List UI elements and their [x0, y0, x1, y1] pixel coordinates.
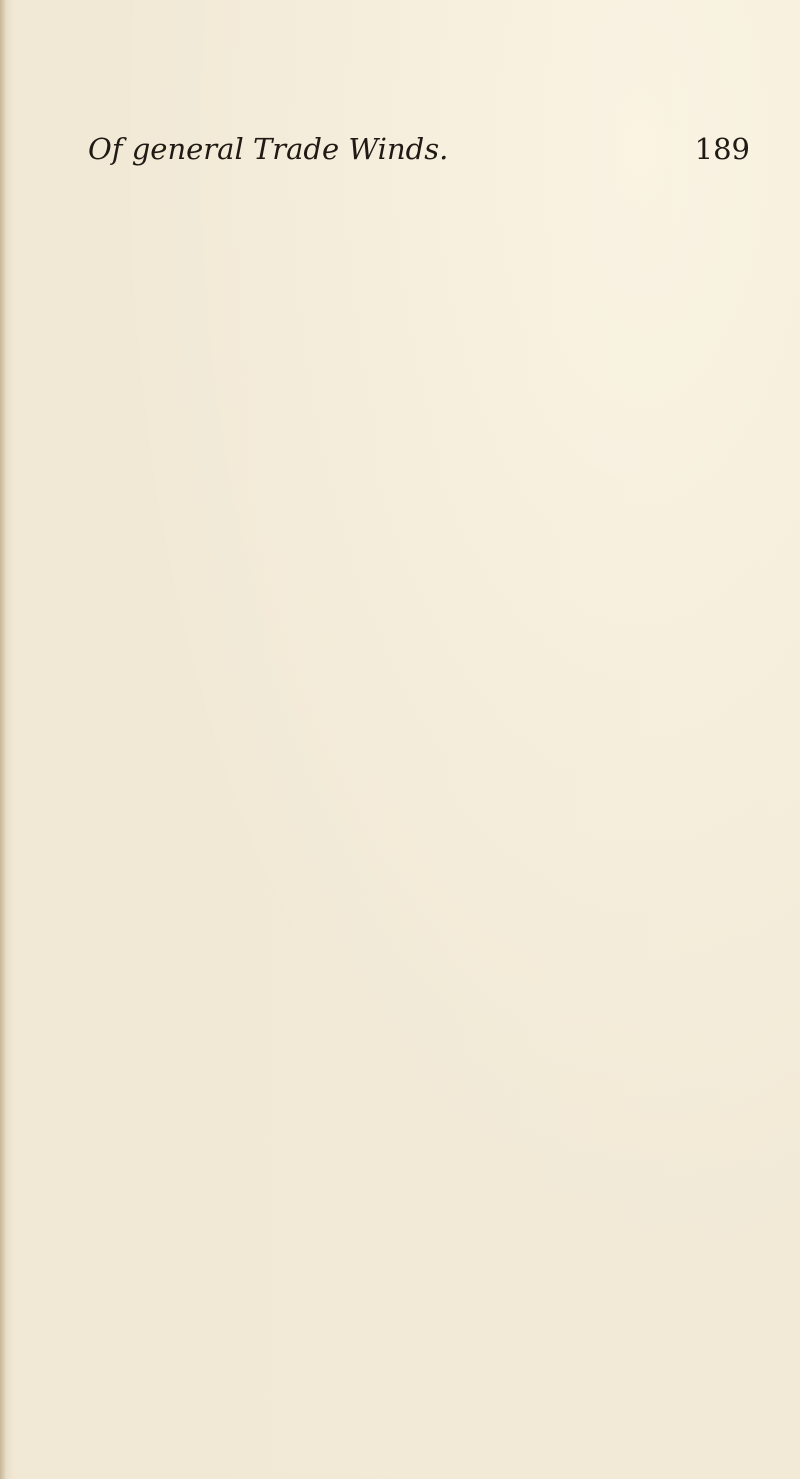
- running-head-title: Of general Trade Winds.: [88, 132, 449, 166]
- page-edge: [0, 0, 6, 1479]
- running-head: [88, 132, 750, 166]
- page-number: 189: [694, 132, 750, 166]
